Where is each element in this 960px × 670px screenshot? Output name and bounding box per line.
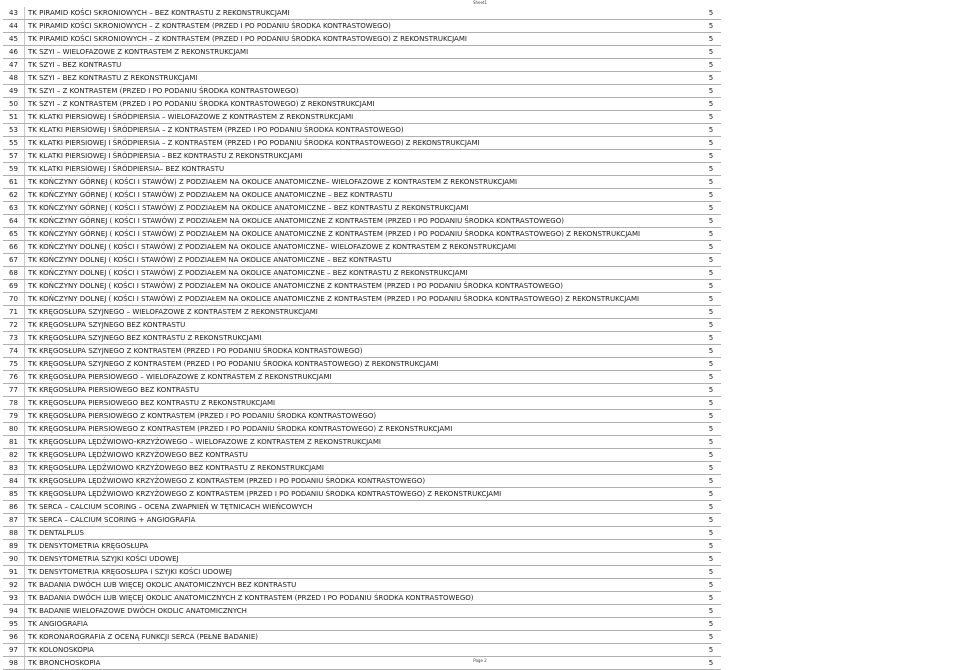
- row-number: 71: [3, 306, 25, 319]
- procedure-name: TK SZYI – BEZ KONTRASTU Z REKONSTRUKCJAMI: [25, 72, 702, 85]
- table-row: [3, 85, 721, 98]
- row-quantity: 5: [701, 423, 721, 436]
- procedure-name: TK SZYI – WIELOFAZOWE Z KONTRASTEM Z REKONSTRUKCJAMI: [25, 46, 702, 59]
- table-row: [3, 423, 721, 436]
- table-row: [3, 631, 721, 644]
- table-row: [3, 150, 721, 163]
- row-number: 67: [3, 254, 25, 267]
- procedure-name: TK KRĘGOSŁUPA PIERSIOWEGO Z KONTRASTEM (PRZED I PO PODANIU ŚRODKA KONTRASTOWEGO): [25, 410, 702, 423]
- row-quantity: 5: [701, 449, 721, 462]
- row-number: 89: [3, 540, 25, 553]
- procedure-name: TK ANGIOGRAFIA: [25, 618, 702, 631]
- row-number: 74: [3, 345, 25, 358]
- row-number: 46: [3, 46, 25, 59]
- table-row: [3, 397, 721, 410]
- row-quantity: 5: [701, 72, 721, 85]
- row-quantity: 5: [701, 345, 721, 358]
- row-number: 75: [3, 358, 25, 371]
- row-number: 64: [3, 215, 25, 228]
- row-quantity: 5: [701, 85, 721, 98]
- row-quantity: 5: [701, 7, 721, 20]
- procedure-name: TK KLATKI PIERSIOWEJ I ŚRÓDPIERSIA – BEZ KONTRASTU Z REKONSTRUKCJAMI: [25, 150, 702, 163]
- row-quantity: 5: [701, 566, 721, 579]
- row-number: 59: [3, 163, 25, 176]
- procedure-name: TK DENSYTOMETRIA SZYJKI KOŚCI UDOWEJ: [25, 553, 702, 566]
- procedure-name: TK KOŃCZYNY GÓRNEJ ( KOŚCI I STAWÓW) Z PODZIAŁEM NA OKOLICE ANATOMICZNE Z KONTRASTEM (PRZED I PO PODANIU ŚRODKA KONTRASTOWEGO) Z REKONSTRUKCJAMI: [25, 228, 702, 241]
- table-row: [3, 98, 721, 111]
- row-number: 79: [3, 410, 25, 423]
- row-number: 48: [3, 72, 25, 85]
- row-number: 76: [3, 371, 25, 384]
- procedure-name: TK KRĘGOSŁUPA LĘDŹWIOWO KRZYŻOWEGO BEZ KONTRASTU Z REKONSTRUKCJAMI: [25, 462, 702, 475]
- procedure-name: TK KRĘGOSŁUPA LĘDŹWIOWO KRZYŻOWEGO Z KONTRASTEM (PRZED I PO PODANIU ŚRODKA KONTRASTOWEGO) Z REKONSTRUKCJAMI: [25, 488, 702, 501]
- table-row: [3, 384, 721, 397]
- row-number: 44: [3, 20, 25, 33]
- row-number: 86: [3, 501, 25, 514]
- row-number: 80: [3, 423, 25, 436]
- table-row: [3, 553, 721, 566]
- row-quantity: 5: [701, 514, 721, 527]
- table-row: [3, 7, 721, 20]
- procedure-name: TK KRĘGOSŁUPA PIERSIOWEGO BEZ KONTRASTU Z REKONSTRUKCJAMI: [25, 397, 702, 410]
- row-number: 51: [3, 111, 25, 124]
- row-quantity: 5: [701, 579, 721, 592]
- procedure-name: TK SERCA – CALCIUM SCORING – OCENA ZWAPNIEŃ W TĘTNICACH WIEŃCOWYCH: [25, 501, 702, 514]
- table-row: [3, 501, 721, 514]
- row-quantity: 5: [701, 501, 721, 514]
- procedure-name: TK BADANIE WIELOFAZOWE DWÓCH OKOLIC ANATOMICZNYCH: [25, 605, 702, 618]
- procedure-name: TK KRĘGOSŁUPA PIERSIOWEGO – WIELOFAZOWE Z KONTRASTEM Z REKONSTRUKCJAMI: [25, 371, 702, 384]
- row-quantity: 5: [701, 488, 721, 501]
- procedure-name: TK KRĘGOSŁUPA SZYJNEGO BEZ KONTRASTU Z REKONSTRUKCJAMI: [25, 332, 702, 345]
- row-number: 50: [3, 98, 25, 111]
- row-quantity: 5: [701, 124, 721, 137]
- row-number: 72: [3, 319, 25, 332]
- row-quantity: 5: [701, 540, 721, 553]
- row-number: 98: [3, 657, 25, 670]
- procedure-name: TK KOŃCZYNY DOLNEJ ( KOŚCI I STAWÓW) Z PODZIAŁEM NA OKOLICE ANATOMICZNE– WIELOFAZOWE Z KONTRASTEM Z REKONSTRUKCJAMI: [25, 241, 702, 254]
- row-quantity: 5: [701, 33, 721, 46]
- procedure-name: TK SZYI – BEZ KONTRASTU: [25, 59, 702, 72]
- procedure-name: TK SZYI – Z KONTRASTEM (PRZED I PO PODANIU ŚRODKA KONTRASTOWEGO): [25, 85, 702, 98]
- table-row: [3, 332, 721, 345]
- row-number: 91: [3, 566, 25, 579]
- row-number: 65: [3, 228, 25, 241]
- procedure-name: TK KLATKI PIERSIOWEJ I ŚRÓDPIERSIA – Z KONTRASTEM (PRZED I PO PODANIU ŚRODKA KONTRASTOWEGO) Z REKONSTRUKCJAMI: [25, 137, 702, 150]
- row-quantity: 5: [701, 228, 721, 241]
- procedure-table-body: [3, 7, 721, 670]
- row-quantity: 5: [701, 20, 721, 33]
- table-row: [3, 137, 721, 150]
- row-quantity: 5: [701, 592, 721, 605]
- procedure-name: TK KOŃCZYNY DOLNEJ ( KOŚCI I STAWÓW) Z PODZIAŁEM NA OKOLICE ANATOMICZNE – BEZ KONTRASTU: [25, 254, 702, 267]
- table-row: [3, 358, 721, 371]
- procedure-name: TK KOŃCZYNY DOLNEJ ( KOŚCI I STAWÓW) Z PODZIAŁEM NA OKOLICE ANATOMICZNE – BEZ KONTRASTU Z REKONSTRUKCJAMI: [25, 267, 702, 280]
- row-quantity: 5: [701, 150, 721, 163]
- table-row: [3, 111, 721, 124]
- procedure-name: TK DENSYTOMETRIA KRĘGOSŁUPA: [25, 540, 702, 553]
- row-number: 77: [3, 384, 25, 397]
- procedure-name: TK KRĘGOSŁUPA LĘDŹWIOWO-KRZYŻOWEGO – WIELOFAZOWE Z KONTRASTEM Z REKONSTRUKCJAMI: [25, 436, 702, 449]
- row-quantity: 5: [701, 319, 721, 332]
- procedure-name: TK KOLONOSKOPIA: [25, 644, 702, 657]
- row-quantity: 5: [701, 397, 721, 410]
- row-quantity: 5: [701, 215, 721, 228]
- row-number: 85: [3, 488, 25, 501]
- row-number: 93: [3, 592, 25, 605]
- row-quantity: 5: [701, 527, 721, 540]
- row-number: 92: [3, 579, 25, 592]
- row-quantity: 5: [701, 657, 721, 670]
- row-quantity: 5: [701, 644, 721, 657]
- table-row: [3, 449, 721, 462]
- row-number: 68: [3, 267, 25, 280]
- procedure-name: TK KOŃCZYNY GÓRNEJ ( KOŚCI I STAWÓW) Z PODZIAŁEM NA OKOLICE ANATOMICZNE– WIELOFAZOWE Z KONTRASTEM Z REKONSTRUKCJAMI: [25, 176, 702, 189]
- table-row: [3, 540, 721, 553]
- procedure-name: TK KRĘGOSŁUPA LĘDŹWIOWO KRZYŻOWEGO Z KONTRASTEM (PRZED I PO PODANIU ŚRODKA KONTRASTOWEGO): [25, 475, 702, 488]
- table-row: [3, 202, 721, 215]
- table-row: [3, 345, 721, 358]
- procedure-name: TK BRONCHOSKOPIA: [25, 657, 702, 670]
- row-number: 84: [3, 475, 25, 488]
- row-number: 88: [3, 527, 25, 540]
- row-quantity: 5: [701, 475, 721, 488]
- procedure-name: TK KRĘGOSŁUPA LĘDŹWIOWO KRZYŻOWEGO BEZ KONTRASTU: [25, 449, 702, 462]
- table-row: [3, 163, 721, 176]
- row-number: 53: [3, 124, 25, 137]
- row-number: 57: [3, 150, 25, 163]
- row-quantity: 5: [701, 46, 721, 59]
- row-quantity: 5: [701, 137, 721, 150]
- row-number: 81: [3, 436, 25, 449]
- table-row: [3, 306, 721, 319]
- row-quantity: 5: [701, 111, 721, 124]
- row-quantity: 5: [701, 436, 721, 449]
- row-number: 73: [3, 332, 25, 345]
- procedure-name: TK KRĘGOSŁUPA PIERSIOWEGO Z KONTRASTEM (PRZED I PO PODANIU ŚRODKA KONTRASTOWEGO) Z REKONSTRUKCJAMI: [25, 423, 702, 436]
- table-row: [3, 215, 721, 228]
- row-quantity: 5: [701, 293, 721, 306]
- row-quantity: 5: [701, 332, 721, 345]
- table-row: [3, 319, 721, 332]
- procedure-name: TK KRĘGOSŁUPA SZYJNEGO Z KONTRASTEM (PRZED I PO PODANIU ŚRODKA KONTRASTOWEGO) Z REKONSTRUKCJAMI: [25, 358, 702, 371]
- row-quantity: 5: [701, 553, 721, 566]
- procedure-name: TK DENTALPLUS: [25, 527, 702, 540]
- procedure-name: TK KLATKI PIERSIOWEJ I ŚRÓDPIERSIA– BEZ KONTRASTU: [25, 163, 702, 176]
- row-quantity: 5: [701, 618, 721, 631]
- row-quantity: 5: [701, 631, 721, 644]
- row-number: 69: [3, 280, 25, 293]
- row-quantity: 5: [701, 202, 721, 215]
- row-number: 87: [3, 514, 25, 527]
- table-row: [3, 228, 721, 241]
- row-number: 55: [3, 137, 25, 150]
- row-number: 83: [3, 462, 25, 475]
- table-row: [3, 293, 721, 306]
- procedure-name: TK DENSYTOMETRIA KRĘGOSŁUPA I SZYJKI KOŚCI UDOWEJ: [25, 566, 702, 579]
- procedure-name: TK BADANIA DWÓCH LUB WIĘCEJ OKOLIC ANATOMICZNYCH BEZ KONTRASTU: [25, 579, 702, 592]
- procedure-name: TK KRĘGOSŁUPA SZYJNEGO – WIELOFAZOWE Z KONTRASTEM Z REKONSTRUKCJAMI: [25, 306, 702, 319]
- row-number: 49: [3, 85, 25, 98]
- table-row: [3, 436, 721, 449]
- row-number: 94: [3, 605, 25, 618]
- row-quantity: 5: [701, 254, 721, 267]
- row-quantity: 5: [701, 371, 721, 384]
- procedure-name: TK KLATKI PIERSIOWEJ I ŚRÓDPIERSIA – WIELOFAZOWE Z KONTRASTEM Z REKONSTRUKCJAMI: [25, 111, 702, 124]
- row-number: 82: [3, 449, 25, 462]
- row-number: 66: [3, 241, 25, 254]
- procedure-name: TK BADANIA DWÓCH LUB WIĘCEJ OKOLIC ANATOMICZNYCH Z KONTRASTEM (PRZED I PO PODANIU ŚRODKA KONTRASTOWEGO): [25, 592, 702, 605]
- row-quantity: 5: [701, 98, 721, 111]
- row-number: 96: [3, 631, 25, 644]
- row-number: 97: [3, 644, 25, 657]
- table-row: [3, 280, 721, 293]
- procedure-name: TK PIRAMID KOŚCI SKRONIOWYCH – Z KONTRASTEM (PRZED I PO PODANIU ŚRODKA KONTRASTOWEGO): [25, 20, 702, 33]
- procedure-name: TK KRĘGOSŁUPA SZYJNEGO BEZ KONTRASTU: [25, 319, 702, 332]
- table-row: [3, 618, 721, 631]
- table-row: [3, 462, 721, 475]
- row-number: 47: [3, 59, 25, 72]
- procedure-name: TK KRĘGOSŁUPA PIERSIOWEGO BEZ KONTRASTU: [25, 384, 702, 397]
- table-row: [3, 579, 721, 592]
- procedure-name: TK KOŃCZYNY GÓRNEJ ( KOŚCI I STAWÓW) Z PODZIAŁEM NA OKOLICE ANATOMICZNE – BEZ KONTRASTU Z REKONSTRUKCJAMI: [25, 202, 702, 215]
- table-row: [3, 475, 721, 488]
- row-quantity: 5: [701, 241, 721, 254]
- table-row: [3, 566, 721, 579]
- procedure-name: TK SERCA – CALCIUM SCORING + ANGIOGRAFIA: [25, 514, 702, 527]
- table-row: [3, 176, 721, 189]
- row-number: 43: [3, 7, 25, 20]
- row-number: 70: [3, 293, 25, 306]
- row-number: 90: [3, 553, 25, 566]
- procedure-name: TK KOŃCZYNY DOLNEJ ( KOŚCI I STAWÓW) Z PODZIAŁEM NA OKOLICE ANATOMICZNE Z KONTRASTEM (PRZED I PO PODANIU ŚRODKA KONTRASTOWEGO) Z REKONSTRUKCJAMI: [25, 293, 702, 306]
- row-number: 62: [3, 189, 25, 202]
- table-row: [3, 189, 721, 202]
- row-quantity: 5: [701, 358, 721, 371]
- row-quantity: 5: [701, 462, 721, 475]
- row-quantity: 5: [701, 410, 721, 423]
- row-quantity: 5: [701, 189, 721, 202]
- row-quantity: 5: [701, 280, 721, 293]
- table-row: [3, 241, 721, 254]
- table-row: [3, 514, 721, 527]
- table-row: [3, 644, 721, 657]
- table-row: [3, 59, 721, 72]
- sheet-label: Sheet1: [472, 0, 488, 5]
- table-row: [3, 371, 721, 384]
- row-number: 45: [3, 33, 25, 46]
- table-row: [3, 267, 721, 280]
- procedure-name: TK KOŃCZYNY GÓRNEJ ( KOŚCI I STAWÓW) Z PODZIAŁEM NA OKOLICE ANATOMICZNE – BEZ KONTRASTU: [25, 189, 702, 202]
- row-quantity: 5: [701, 384, 721, 397]
- page-footer: Page 2: [473, 658, 487, 663]
- row-quantity: 5: [701, 176, 721, 189]
- procedure-name: TK KORONAROGRAFIA Z OCENĄ FUNKCJI SERCA (PEŁNE BADANIE): [25, 631, 702, 644]
- table-row: [3, 410, 721, 423]
- table-row: [3, 33, 721, 46]
- procedure-name: TK KLATKI PIERSIOWEJ I ŚRÓDPIERSIA – Z KONTRASTEM (PRZED I PO PODANIU ŚRODKA KONTRASTOWEGO): [25, 124, 702, 137]
- row-number: 78: [3, 397, 25, 410]
- row-quantity: 5: [701, 163, 721, 176]
- procedure-name: TK PIRAMID KOŚCI SKRONIOWYCH – BEZ KONTRASTU Z REKONSTRUKCJAMI: [25, 7, 702, 20]
- row-quantity: 5: [701, 605, 721, 618]
- table-row: [3, 488, 721, 501]
- table-row: [3, 605, 721, 618]
- row-quantity: 5: [701, 267, 721, 280]
- table-row: [3, 592, 721, 605]
- procedure-name: TK PIRAMID KOŚCI SKRONIOWYCH – Z KONTRASTEM (PRZED I PO PODANIU ŚRODKA KONTRASTOWEGO) Z REKONSTRUKCJAMI: [25, 33, 702, 46]
- table-row: [3, 124, 721, 137]
- procedure-name: TK KOŃCZYNY DOLNEJ ( KOŚCI I STAWÓW) Z PODZIAŁEM NA OKOLICE ANATOMICZNE Z KONTRASTEM (PRZED I PO PODANIU ŚRODKA KONTRASTOWEGO): [25, 280, 702, 293]
- row-quantity: 5: [701, 59, 721, 72]
- row-number: 63: [3, 202, 25, 215]
- row-number: 61: [3, 176, 25, 189]
- procedure-table: [3, 7, 721, 670]
- table-row: [3, 254, 721, 267]
- row-quantity: 5: [701, 306, 721, 319]
- procedure-name: TK KRĘGOSŁUPA SZYJNEGO Z KONTRASTEM (PRZED I PO PODANIU ŚRODKA KONTRASTOWEGO): [25, 345, 702, 358]
- procedure-name: TK SZYI – Z KONTRASTEM (PRZED I PO PODANIU ŚRODKA KONTRASTOWEGO) Z REKONSTRUKCJAMI: [25, 98, 702, 111]
- row-number: 95: [3, 618, 25, 631]
- table-row: [3, 46, 721, 59]
- table-row: [3, 72, 721, 85]
- table-row: [3, 527, 721, 540]
- table-row: [3, 20, 721, 33]
- procedure-name: TK KOŃCZYNY GÓRNEJ ( KOŚCI I STAWÓW) Z PODZIAŁEM NA OKOLICE ANATOMICZNE Z KONTRASTEM (PRZED I PO PODANIU ŚRODKA KONTRASTOWEGO): [25, 215, 702, 228]
